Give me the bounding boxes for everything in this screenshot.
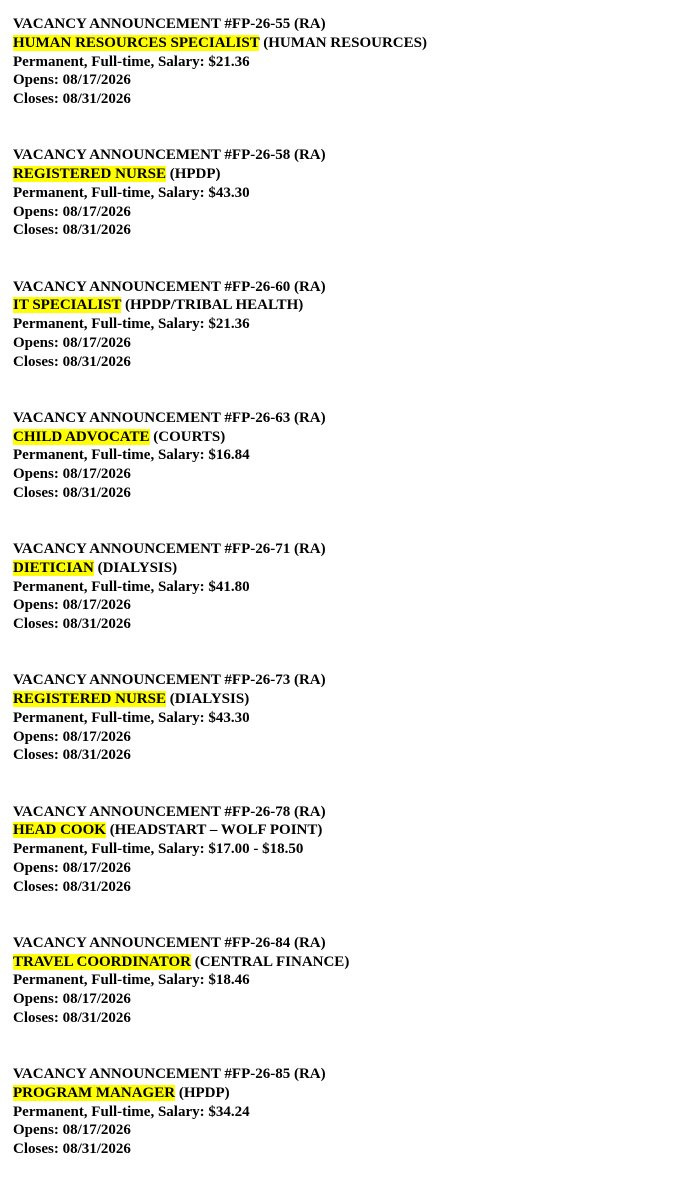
department: (COURTS) <box>153 428 226 445</box>
employment-terms: Permanent, Full-time, Salary: $43.30 <box>13 709 250 726</box>
announcement-heading: VACANCY ANNOUNCEMENT #FP-26-78 (RA) <box>13 803 326 820</box>
department: (HUMAN RESOURCES) <box>263 34 427 51</box>
opens-date: Opens: 08/17/2026 <box>13 991 131 1007</box>
vacancy-announcement <box>13 803 673 897</box>
department: (DIALYSIS) <box>97 559 178 576</box>
department: (CENTRAL FINANCE) <box>194 953 350 970</box>
employment-terms: Permanent, Full-time, Salary: $43.30 <box>13 184 250 201</box>
position-title: REGISTERED NURSE <box>13 691 166 707</box>
vacancy-announcement <box>13 1065 673 1159</box>
announcement-heading: VACANCY ANNOUNCEMENT #FP-26-85 (RA) <box>13 1066 326 1082</box>
position-title: HEAD COOK <box>13 822 106 839</box>
department: (HPDP) <box>169 166 221 182</box>
employment-terms: Permanent, Full-time, Salary: $21.36 <box>13 53 250 70</box>
position-title: PROGRAM MANAGER <box>13 1084 176 1101</box>
closes-date: Closes: 08/31/2026 <box>13 878 131 895</box>
opens-date: Opens: 08/17/2026 <box>13 1122 131 1139</box>
employment-terms: Permanent, Full-time, Salary: $16.84 <box>13 447 250 464</box>
closes-date: Closes: 08/31/2026 <box>13 484 131 501</box>
announcement-heading: VACANCY ANNOUNCEMENT #FP-26-71 (RA) <box>13 541 326 557</box>
position-line <box>13 165 673 184</box>
announcement-heading: VACANCY ANNOUNCEMENT #FP-26-58 (RA) <box>13 147 326 164</box>
vacancy-announcement <box>13 146 673 240</box>
opens-date: Opens: 08/17/2026 <box>13 728 131 745</box>
opens-date: Opens: 08/17/2026 <box>13 72 131 89</box>
closes-date: Closes: 08/31/2026 <box>13 222 131 239</box>
position-title: DIETICIAN <box>13 559 94 576</box>
announcement-heading: VACANCY ANNOUNCEMENT #FP-26-55 (RA) <box>13 16 326 32</box>
closes-date: Closes: 08/31/2026 <box>13 353 131 370</box>
employment-terms: Permanent, Full-time, Salary: $34.24 <box>13 1103 250 1120</box>
vacancy-announcement <box>13 278 673 372</box>
vacancy-document <box>13 15 673 1196</box>
vacancy-announcement <box>13 15 673 109</box>
closes-date: Closes: 08/31/2026 <box>13 1141 131 1157</box>
closes-date: Closes: 08/31/2026 <box>13 91 131 107</box>
employment-terms: Permanent, Full-time, Salary: $41.80 <box>13 578 250 595</box>
announcement-heading: VACANCY ANNOUNCEMENT #FP-26-63 (RA) <box>13 409 326 426</box>
position-line <box>13 821 673 840</box>
department: (DIALYSIS) <box>169 691 250 707</box>
opens-date: Opens: 08/17/2026 <box>13 859 131 876</box>
opens-date: Opens: 08/17/2026 <box>13 203 131 220</box>
announcement-heading: VACANCY ANNOUNCEMENT #FP-26-84 (RA) <box>13 934 326 951</box>
opens-date: Opens: 08/17/2026 <box>13 597 131 614</box>
vacancy-announcement <box>13 934 673 1028</box>
position-title: TRAVEL COORDINATOR <box>13 953 191 970</box>
position-line <box>13 428 673 447</box>
announcement-heading: VACANCY ANNOUNCEMENT #FP-26-60 (RA) <box>13 278 326 295</box>
department: (HPDP) <box>178 1084 230 1101</box>
position-line <box>13 34 673 53</box>
position-title: REGISTERED NURSE <box>13 166 166 182</box>
vacancy-announcement <box>13 671 673 765</box>
department: (HPDP/TRIBAL HEALTH) <box>125 297 304 314</box>
closes-date: Closes: 08/31/2026 <box>13 1009 131 1026</box>
vacancy-announcement <box>13 409 673 503</box>
announcement-heading: VACANCY ANNOUNCEMENT #FP-26-73 (RA) <box>13 672 326 689</box>
position-line <box>13 953 673 972</box>
opens-date: Opens: 08/17/2026 <box>13 334 131 351</box>
position-title: HUMAN RESOURCES SPECIALIST <box>13 34 260 51</box>
position-title: CHILD ADVOCATE <box>13 428 150 445</box>
employment-terms: Permanent, Full-time, Salary: $18.46 <box>13 972 250 989</box>
position-line <box>13 296 673 315</box>
position-line <box>13 690 673 709</box>
position-title: IT SPECIALIST <box>13 297 122 314</box>
employment-terms: Permanent, Full-time, Salary: $17.00 - $18.50 <box>13 841 304 857</box>
employment-terms: Permanent, Full-time, Salary: $21.36 <box>13 316 250 332</box>
opens-date: Opens: 08/17/2026 <box>13 466 131 482</box>
closes-date: Closes: 08/31/2026 <box>13 616 131 632</box>
department: (HEADSTART – WOLF POINT) <box>109 822 323 839</box>
position-line <box>13 559 673 578</box>
vacancy-announcement <box>13 540 673 634</box>
closes-date: Closes: 08/31/2026 <box>13 747 131 764</box>
position-line <box>13 1084 673 1103</box>
